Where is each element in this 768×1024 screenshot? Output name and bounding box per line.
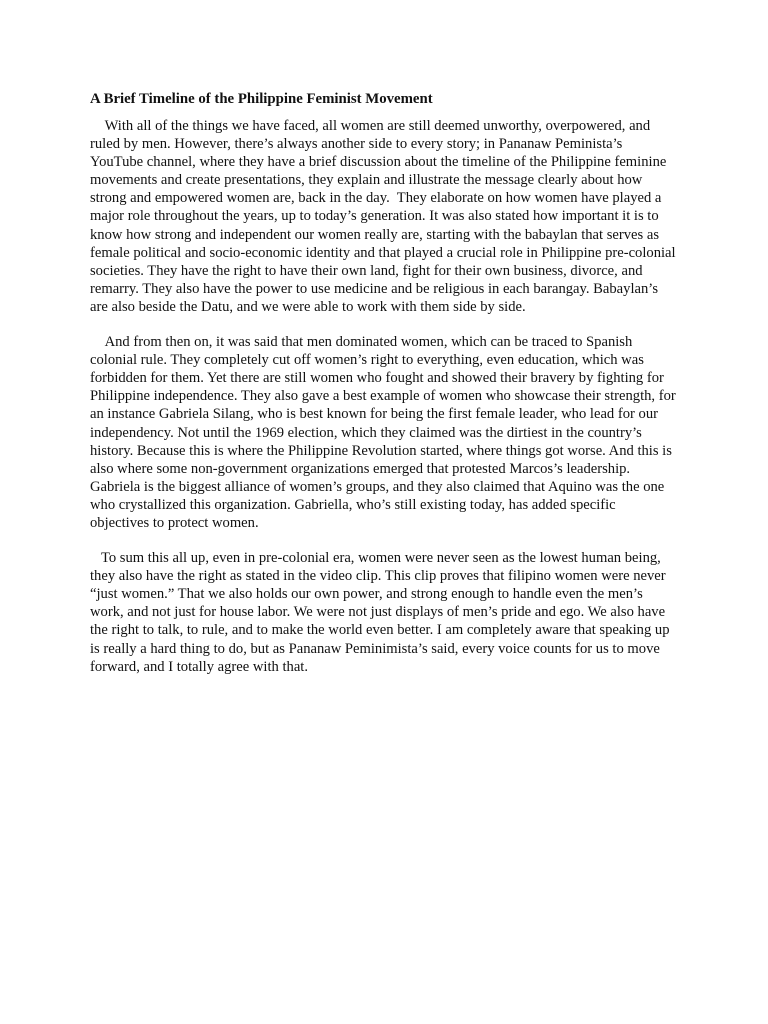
paragraph-1: With all of the things we have faced, all women are still deemed unworthy, overpowered, and ruled by men. However, there’s always another side to every story; in Pananaw Peminista’s YouTube channel, where they have a brief discussion about the timeline of the Philippine feminine movements and create presentations, they explain and illustrate the message clearly about how strong and empowered women are, back in the day. They elaborate on how women have played a major role throughout the years, up to today’s generation. It was also stated how important it is to know how strong and independent our women really are, starting with the babaylan that serves as female political and socio-economic identity and that played a crucial role in Philippine pre-colonial societies. They have the right to have their own land, fight for their own business, divorce, and remarry. They also have the power to use medicine and be religious in each barangay. Babaylan’s are also beside the Datu, and we were able to work with them side by side. [90,118,680,315]
document-body [90,90,680,693]
document-title: A Brief Timeline of the Philippine Feminist Movement [90,91,433,107]
paragraph-2: And from then on, it was said that men dominated women, which can be traced to Spanish colonial rule. They completely cut off women’s right to everything, even education, which was forbidden for them. Yet there are still women who fought and showed their bravery by fighting for Philippine independence. They also gave a best example of women who showcase their strength, for an instance Gabriela Silang, who is best known for being the first female leader, who lead for our independency. Not until the 1969 election, which they claimed was the dirtiest in the country’s history. Because this is where the Philippine Revolution started, where things got worse. And this is also where some non-government organizations emerged that protested Marcos’s leadership. Gabriela is the biggest alliance of women’s groups, and they also claimed that Aquino was the one who crystallized this organization. Gabriella, who’s still existing today, has added specific objectives to protect women. [90,334,680,531]
paragraph-3: To sum this all up, even in pre-colonial era, women were never seen as the lowest human being, they also have the right as stated in the video clip. This clip proves that filipino women were never “just women.” That we also holds our own power, and strong enough to handle even the men’s work, and not just for house labor. We were not just displays of men’s pride and ego. We also have the right to talk, to rule, and to make the world even better. I am completely aware that speaking up is really a hard thing to do, but as Pananaw Peminimista’s said, every voice counts for us to move forward, and I totally agree with that. [90,550,674,675]
